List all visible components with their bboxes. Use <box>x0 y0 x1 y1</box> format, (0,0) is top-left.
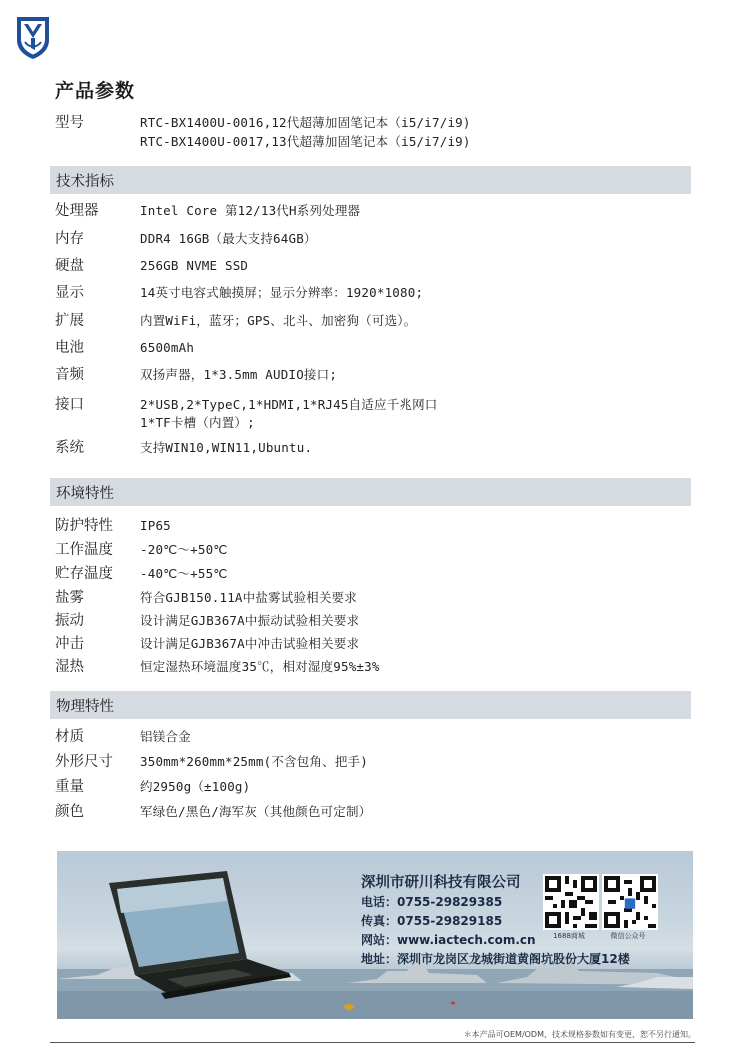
spec-value: 6500mAh <box>140 340 195 355</box>
qr-caption-1688: 1688商城 <box>553 932 585 940</box>
spec-label: 扩展 <box>55 313 84 329</box>
spec-value: 铝镁合金 <box>140 729 191 744</box>
spec-label: 音频 <box>55 367 84 383</box>
company-phone: 电话：0755-29829385 <box>361 895 503 909</box>
model-line-1: RTC-BX1400U-0016,12代超薄加固笔记本（i5/i7/i9) <box>140 115 471 130</box>
spec-label: 防护特性 <box>55 518 113 534</box>
spec-label: 硬盘 <box>55 258 84 274</box>
spec-value-line-2: 1*TF卡槽（内置）; <box>140 415 255 430</box>
spec-label: 振动 <box>55 613 84 629</box>
spec-value: -20℃～+50℃ <box>140 542 228 557</box>
section-header-env <box>50 478 691 506</box>
spec-label: 颜色 <box>55 804 84 820</box>
spec-label: 处理器 <box>55 203 99 219</box>
spec-label: 外形尺寸 <box>55 754 113 770</box>
company-address: 地址：深圳市龙岗区龙城街道黄阁坑股份大厦12楼 <box>361 952 630 966</box>
spec-label: 冲击 <box>55 636 84 652</box>
spec-label: 电池 <box>55 340 84 356</box>
spec-label: 盐雾 <box>55 590 84 606</box>
spec-value: 14英寸电容式触摸屏；显示分辨率：1920*1080; <box>140 285 424 300</box>
section-title-phys: 物理特性 <box>56 699 114 715</box>
spec-value: -40℃～+55℃ <box>140 566 228 581</box>
footnote: ＊本产品可OEM/ODM，技术规格参数如有变更，恕不另行通知。 <box>463 1030 696 1039</box>
spec-label: 系统 <box>55 440 84 456</box>
spec-value: 约2950g（±100g) <box>140 779 251 794</box>
page-title: 产品参数 <box>55 80 136 102</box>
spec-value: 符合GJB150.11A中盐雾试验相关要求 <box>140 590 357 605</box>
spec-value: IP65 <box>140 518 171 533</box>
spec-value: Intel Core 第12/13代H系列处理器 <box>140 203 361 218</box>
spec-value: 350mm*260mm*25mm(不含包角、把手) <box>140 754 368 769</box>
spec-value: 军绿色/黑色/海军灰（其他颜色可定制） <box>140 804 372 819</box>
spec-value: 2*USB,2*TypeC,1*HDMI,1*RJ45自适应千兆网口 <box>140 397 438 412</box>
company-fax: 传真：0755-29829185 <box>361 914 503 928</box>
spec-value: 支持WIN10,WIN11,Ubuntu. <box>140 440 313 455</box>
spec-label: 贮存温度 <box>55 566 113 582</box>
company-logo-icon <box>13 14 53 60</box>
spec-value: 恒定湿热环境温度35℃，相对湿度95%±3% <box>140 659 380 674</box>
spec-label: 接口 <box>55 397 84 413</box>
company-name: 深圳市研川科技有限公司 <box>361 875 521 891</box>
spec-label: 重量 <box>55 779 84 795</box>
company-banner <box>57 851 693 1019</box>
spec-value: 设计满足GJB367A中振动试验相关要求 <box>140 613 360 628</box>
qr-code-1688-icon <box>543 874 599 930</box>
spec-value: 双扬声器，1*3.5mm AUDIO接口; <box>140 367 338 382</box>
spec-label: 湿热 <box>55 659 84 675</box>
model-label: 型号 <box>55 115 84 131</box>
company-website[interactable]: 网站：www.iactech.com.cn <box>361 933 536 947</box>
spec-value: DDR4 16GB（最大支持64GB） <box>140 231 317 246</box>
spec-value: 256GB NVME SSD <box>140 258 249 273</box>
footer-divider <box>50 1042 695 1043</box>
spec-label: 内存 <box>55 231 84 247</box>
spec-label: 显示 <box>55 285 84 301</box>
qr-caption-wechat: 微信公众号 <box>610 932 646 940</box>
spec-value: 设计满足GJB367A中冲击试验相关要求 <box>140 636 360 651</box>
spec-value: 内置WiFi，蓝牙；GPS、北斗、加密狗（可选）。 <box>140 313 417 328</box>
section-header-phys <box>50 691 691 719</box>
spec-label: 工作温度 <box>55 542 113 558</box>
model-line-2: RTC-BX1400U-0017,13代超薄加固笔记本（i5/i7/i9) <box>140 134 471 149</box>
section-header-tech <box>50 166 691 194</box>
section-title-tech: 技术指标 <box>56 174 114 190</box>
section-title-env: 环境特性 <box>56 486 114 502</box>
qr-code-wechat-icon <box>602 874 658 930</box>
spec-label: 材质 <box>55 729 84 745</box>
